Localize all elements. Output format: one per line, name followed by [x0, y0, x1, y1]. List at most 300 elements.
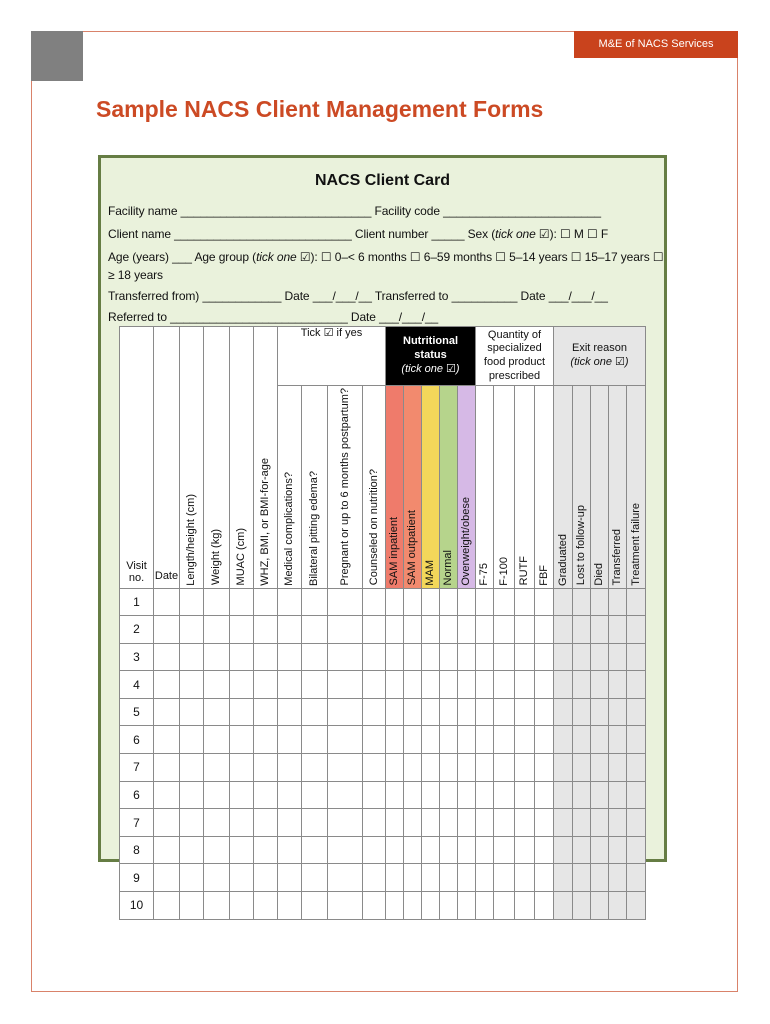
- entry-cell[interactable]: [515, 864, 535, 892]
- visit-row: [120, 616, 646, 644]
- entry-cell[interactable]: [230, 864, 254, 892]
- entry-cell[interactable]: [154, 643, 180, 671]
- entry-cell[interactable]: [404, 892, 422, 920]
- entry-cell[interactable]: [230, 588, 254, 616]
- entry-cell[interactable]: [554, 754, 573, 782]
- entry-cell[interactable]: [230, 809, 254, 837]
- entry-cell[interactable]: [254, 836, 278, 864]
- entry-cell[interactable]: [535, 836, 554, 864]
- entry-cell[interactable]: [154, 864, 180, 892]
- entry-cell[interactable]: [591, 781, 609, 809]
- entry-cell[interactable]: [573, 643, 591, 671]
- entry-cell[interactable]: [627, 809, 646, 837]
- entry-cell[interactable]: [627, 726, 646, 754]
- entry-cell[interactable]: [204, 671, 230, 699]
- entry-cell[interactable]: [458, 616, 476, 644]
- entry-cell[interactable]: [476, 643, 494, 671]
- entry-cell[interactable]: [302, 781, 328, 809]
- entry-cell[interactable]: [363, 892, 386, 920]
- entry-cell[interactable]: [440, 616, 458, 644]
- entry-cell[interactable]: [609, 809, 627, 837]
- entry-cell[interactable]: [440, 892, 458, 920]
- entry-cell[interactable]: [278, 864, 302, 892]
- entry-cell[interactable]: [535, 781, 554, 809]
- entry-cell[interactable]: [404, 809, 422, 837]
- entry-cell[interactable]: [302, 588, 328, 616]
- entry-cell[interactable]: [609, 892, 627, 920]
- entry-cell[interactable]: [573, 726, 591, 754]
- entry-cell[interactable]: [458, 781, 476, 809]
- entry-cell[interactable]: [328, 616, 363, 644]
- entry-cell[interactable]: [278, 809, 302, 837]
- entry-cell[interactable]: [386, 643, 404, 671]
- entry-cell[interactable]: [554, 864, 573, 892]
- client-line[interactable]: [108, 227, 608, 241]
- entry-cell[interactable]: [328, 726, 363, 754]
- entry-cell[interactable]: [494, 836, 515, 864]
- entry-cell[interactable]: [328, 698, 363, 726]
- entry-cell[interactable]: [230, 726, 254, 754]
- entry-cell[interactable]: [204, 698, 230, 726]
- age-line-continued[interactable]: ≥ 18 years: [108, 268, 163, 282]
- entry-cell[interactable]: [422, 809, 440, 837]
- entry-cell[interactable]: [386, 809, 404, 837]
- entry-cell[interactable]: [535, 892, 554, 920]
- entry-cell[interactable]: [591, 616, 609, 644]
- entry-cell[interactable]: [302, 864, 328, 892]
- entry-cell[interactable]: [591, 671, 609, 699]
- entry-cell[interactable]: [386, 781, 404, 809]
- entry-cell[interactable]: [363, 698, 386, 726]
- entry-cell[interactable]: [363, 754, 386, 782]
- entry-cell[interactable]: [230, 892, 254, 920]
- entry-cell[interactable]: [609, 698, 627, 726]
- entry-cell[interactable]: [554, 892, 573, 920]
- entry-cell[interactable]: [302, 754, 328, 782]
- entry-cell[interactable]: [230, 836, 254, 864]
- entry-cell[interactable]: [328, 864, 363, 892]
- entry-cell[interactable]: [440, 864, 458, 892]
- entry-cell[interactable]: [573, 864, 591, 892]
- entry-cell[interactable]: [230, 698, 254, 726]
- entry-cell[interactable]: [180, 864, 204, 892]
- entry-cell[interactable]: [154, 781, 180, 809]
- entry-cell[interactable]: [254, 726, 278, 754]
- entry-cell[interactable]: [230, 671, 254, 699]
- entry-cell[interactable]: [180, 643, 204, 671]
- entry-cell[interactable]: [422, 836, 440, 864]
- entry-cell[interactable]: [609, 836, 627, 864]
- entry-cell[interactable]: [404, 754, 422, 782]
- entry-cell[interactable]: [363, 671, 386, 699]
- entry-cell[interactable]: [328, 781, 363, 809]
- entry-cell[interactable]: [204, 754, 230, 782]
- entry-cell[interactable]: [494, 892, 515, 920]
- entry-cell[interactable]: [609, 864, 627, 892]
- entry-cell[interactable]: [404, 864, 422, 892]
- entry-cell[interactable]: [422, 671, 440, 699]
- entry-cell[interactable]: [302, 671, 328, 699]
- referral-line[interactable]: Referred to ___________________________ Date ___/___/__: [108, 310, 439, 324]
- entry-cell[interactable]: [180, 836, 204, 864]
- entry-cell[interactable]: [154, 588, 180, 616]
- entry-cell[interactable]: [154, 671, 180, 699]
- entry-cell[interactable]: [386, 698, 404, 726]
- entry-cell[interactable]: [180, 781, 204, 809]
- entry-cell[interactable]: [627, 616, 646, 644]
- entry-cell[interactable]: [302, 892, 328, 920]
- entry-cell[interactable]: [422, 892, 440, 920]
- entry-cell[interactable]: [328, 892, 363, 920]
- status-col-label: MAM: [424, 559, 437, 586]
- entry-cell[interactable]: [404, 781, 422, 809]
- entry-cell[interactable]: [154, 754, 180, 782]
- entry-cell[interactable]: [278, 616, 302, 644]
- entry-cell[interactable]: [458, 726, 476, 754]
- entry-cell[interactable]: [154, 726, 180, 754]
- entry-cell[interactable]: [440, 726, 458, 754]
- entry-cell[interactable]: [609, 588, 627, 616]
- entry-cell[interactable]: [573, 809, 591, 837]
- tick-col-header: [328, 386, 363, 589]
- entry-cell[interactable]: [515, 643, 535, 671]
- visit-no-header: [120, 327, 154, 589]
- entry-cell[interactable]: [180, 588, 204, 616]
- entry-cell[interactable]: [535, 698, 554, 726]
- entry-cell[interactable]: [278, 836, 302, 864]
- entry-cell[interactable]: [609, 781, 627, 809]
- entry-cell[interactable]: [302, 809, 328, 837]
- entry-cell[interactable]: [278, 754, 302, 782]
- entry-cell[interactable]: [180, 809, 204, 837]
- entry-cell[interactable]: [180, 671, 204, 699]
- entry-cell[interactable]: [458, 588, 476, 616]
- entry-cell[interactable]: [204, 864, 230, 892]
- entry-cell[interactable]: [591, 864, 609, 892]
- entry-cell[interactable]: [302, 726, 328, 754]
- entry-cell[interactable]: [554, 588, 573, 616]
- entry-cell[interactable]: [535, 754, 554, 782]
- entry-cell[interactable]: [554, 836, 573, 864]
- entry-cell[interactable]: [494, 726, 515, 754]
- entry-cell[interactable]: [591, 836, 609, 864]
- entry-cell[interactable]: [254, 809, 278, 837]
- entry-cell[interactable]: [440, 698, 458, 726]
- sex-options[interactable]: ☑): ☐ M ☐ F: [535, 227, 609, 241]
- entry-cell[interactable]: [494, 781, 515, 809]
- measure-col-header: [204, 327, 230, 589]
- entry-cell[interactable]: [328, 809, 363, 837]
- entry-cell[interactable]: [404, 698, 422, 726]
- entry-cell[interactable]: [386, 588, 404, 616]
- entry-cell[interactable]: [422, 726, 440, 754]
- entry-cell[interactable]: [515, 616, 535, 644]
- entry-cell[interactable]: [254, 643, 278, 671]
- entry-cell[interactable]: [230, 754, 254, 782]
- entry-cell[interactable]: [458, 698, 476, 726]
- entry-cell[interactable]: [204, 809, 230, 837]
- entry-cell[interactable]: [515, 809, 535, 837]
- entry-cell[interactable]: [254, 698, 278, 726]
- entry-cell[interactable]: [627, 671, 646, 699]
- entry-cell[interactable]: [573, 781, 591, 809]
- entry-cell[interactable]: [180, 726, 204, 754]
- entry-cell[interactable]: [386, 726, 404, 754]
- entry-cell[interactable]: [494, 588, 515, 616]
- status-col-label: Overweight/obese: [460, 496, 473, 586]
- visit-row: [120, 836, 646, 864]
- visit-number: 3: [120, 643, 154, 671]
- entry-cell[interactable]: [476, 588, 494, 616]
- visit-number: 5: [120, 698, 154, 726]
- entry-cell[interactable]: [458, 643, 476, 671]
- entry-cell[interactable]: [591, 754, 609, 782]
- entry-cell[interactable]: [591, 892, 609, 920]
- visit-number: 10: [120, 892, 154, 920]
- entry-cell[interactable]: [573, 836, 591, 864]
- entry-cell[interactable]: [254, 588, 278, 616]
- entry-cell[interactable]: [204, 643, 230, 671]
- entry-cell[interactable]: [204, 781, 230, 809]
- entry-cell[interactable]: [573, 588, 591, 616]
- entry-cell[interactable]: [302, 643, 328, 671]
- age-group-options[interactable]: ☑): ☐ 0–< 6 months ☐ 6–59 months ☐ 5–14 years ☐ 15–17 years ☐: [296, 250, 664, 264]
- entry-cell[interactable]: [591, 698, 609, 726]
- entry-cell[interactable]: [328, 754, 363, 782]
- entry-cell[interactable]: [230, 781, 254, 809]
- entry-cell[interactable]: [278, 588, 302, 616]
- entry-cell[interactable]: [591, 809, 609, 837]
- entry-cell[interactable]: [440, 671, 458, 699]
- entry-cell[interactable]: [515, 836, 535, 864]
- entry-cell[interactable]: [535, 726, 554, 754]
- entry-cell[interactable]: [278, 698, 302, 726]
- entry-cell[interactable]: [494, 616, 515, 644]
- entry-cell[interactable]: [254, 781, 278, 809]
- entry-cell[interactable]: [494, 671, 515, 699]
- entry-cell[interactable]: [254, 864, 278, 892]
- entry-cell[interactable]: [422, 588, 440, 616]
- entry-cell[interactable]: [627, 588, 646, 616]
- entry-cell[interactable]: [302, 836, 328, 864]
- food-col-header: [494, 386, 515, 589]
- entry-cell[interactable]: [535, 616, 554, 644]
- entry-cell[interactable]: [422, 616, 440, 644]
- entry-cell[interactable]: [458, 809, 476, 837]
- entry-cell[interactable]: [386, 892, 404, 920]
- entry-cell[interactable]: [476, 754, 494, 782]
- entry-cell[interactable]: [627, 781, 646, 809]
- entry-cell[interactable]: [554, 671, 573, 699]
- status-col-header: [458, 386, 476, 589]
- entry-cell[interactable]: [404, 671, 422, 699]
- entry-cell[interactable]: [627, 754, 646, 782]
- entry-cell[interactable]: [554, 726, 573, 754]
- entry-cell[interactable]: [404, 726, 422, 754]
- entry-cell[interactable]: [386, 616, 404, 644]
- entry-cell[interactable]: [609, 754, 627, 782]
- entry-cell[interactable]: [440, 781, 458, 809]
- entry-cell[interactable]: [363, 836, 386, 864]
- entry-cell[interactable]: [494, 864, 515, 892]
- entry-cell[interactable]: [154, 836, 180, 864]
- entry-cell[interactable]: [230, 643, 254, 671]
- entry-cell[interactable]: [404, 616, 422, 644]
- entry-cell[interactable]: [554, 781, 573, 809]
- entry-cell[interactable]: [278, 726, 302, 754]
- entry-cell[interactable]: [515, 892, 535, 920]
- entry-cell[interactable]: [278, 643, 302, 671]
- entry-cell[interactable]: [180, 892, 204, 920]
- entry-cell[interactable]: [404, 836, 422, 864]
- entry-cell[interactable]: [154, 892, 180, 920]
- entry-cell[interactable]: [609, 616, 627, 644]
- entry-cell[interactable]: [363, 809, 386, 837]
- entry-cell[interactable]: [627, 864, 646, 892]
- entry-cell[interactable]: [591, 726, 609, 754]
- entry-cell[interactable]: [515, 698, 535, 726]
- entry-cell[interactable]: [204, 836, 230, 864]
- entry-cell[interactable]: [515, 588, 535, 616]
- entry-cell[interactable]: [458, 864, 476, 892]
- entry-cell[interactable]: [476, 671, 494, 699]
- entry-cell[interactable]: [515, 754, 535, 782]
- entry-cell[interactable]: [440, 588, 458, 616]
- entry-cell[interactable]: [328, 836, 363, 864]
- entry-cell[interactable]: [494, 643, 515, 671]
- entry-cell[interactable]: [422, 864, 440, 892]
- entry-cell[interactable]: [386, 864, 404, 892]
- facility-line[interactable]: Facility name _____________________________ Facility code ________________________: [108, 204, 601, 218]
- entry-cell[interactable]: [328, 588, 363, 616]
- entry-cell[interactable]: [554, 616, 573, 644]
- entry-cell[interactable]: [591, 588, 609, 616]
- entry-cell[interactable]: [440, 809, 458, 837]
- age-line[interactable]: [108, 250, 664, 264]
- entry-cell[interactable]: [180, 698, 204, 726]
- entry-cell[interactable]: [494, 809, 515, 837]
- transfer-line[interactable]: Transferred from) ____________ Date ___/___/__ Transferred to __________ Date ___/___/__: [108, 289, 608, 303]
- entry-cell[interactable]: [278, 781, 302, 809]
- entry-cell[interactable]: [515, 671, 535, 699]
- entry-cell[interactable]: [609, 671, 627, 699]
- entry-cell[interactable]: [204, 892, 230, 920]
- entry-cell[interactable]: [422, 643, 440, 671]
- entry-cell[interactable]: [627, 892, 646, 920]
- entry-cell[interactable]: [554, 809, 573, 837]
- entry-cell[interactable]: [328, 671, 363, 699]
- entry-cell[interactable]: [278, 892, 302, 920]
- entry-cell[interactable]: [535, 809, 554, 837]
- entry-cell[interactable]: [230, 616, 254, 644]
- entry-cell[interactable]: [328, 643, 363, 671]
- entry-cell[interactable]: [535, 864, 554, 892]
- entry-cell[interactable]: [404, 643, 422, 671]
- entry-cell[interactable]: [535, 588, 554, 616]
- entry-cell[interactable]: [627, 643, 646, 671]
- entry-cell[interactable]: [458, 892, 476, 920]
- entry-cell[interactable]: [494, 698, 515, 726]
- status-col-header: [404, 386, 422, 589]
- entry-cell[interactable]: [573, 671, 591, 699]
- entry-cell[interactable]: [254, 892, 278, 920]
- entry-cell[interactable]: [180, 616, 204, 644]
- entry-cell[interactable]: [386, 754, 404, 782]
- entry-cell[interactable]: [302, 698, 328, 726]
- entry-cell[interactable]: [180, 754, 204, 782]
- entry-cell[interactable]: [302, 616, 328, 644]
- entry-cell[interactable]: [515, 781, 535, 809]
- entry-cell[interactable]: [476, 809, 494, 837]
- entry-cell[interactable]: [363, 726, 386, 754]
- entry-cell[interactable]: [554, 698, 573, 726]
- entry-cell[interactable]: [535, 671, 554, 699]
- entry-cell[interactable]: [363, 588, 386, 616]
- entry-cell[interactable]: [363, 643, 386, 671]
- entry-cell[interactable]: [476, 698, 494, 726]
- entry-cell[interactable]: [458, 836, 476, 864]
- exit-col-header: [591, 386, 609, 589]
- entry-cell[interactable]: [573, 616, 591, 644]
- entry-cell[interactable]: [458, 754, 476, 782]
- entry-cell[interactable]: [422, 754, 440, 782]
- entry-cell[interactable]: [154, 698, 180, 726]
- entry-cell[interactable]: [363, 864, 386, 892]
- entry-cell[interactable]: [278, 671, 302, 699]
- entry-cell[interactable]: [422, 698, 440, 726]
- entry-cell[interactable]: [476, 892, 494, 920]
- entry-cell[interactable]: [254, 754, 278, 782]
- entry-cell[interactable]: [476, 781, 494, 809]
- entry-cell[interactable]: [254, 671, 278, 699]
- entry-cell[interactable]: [476, 864, 494, 892]
- entry-cell[interactable]: [573, 754, 591, 782]
- entry-cell[interactable]: [204, 588, 230, 616]
- entry-cell[interactable]: [386, 671, 404, 699]
- entry-cell[interactable]: [627, 698, 646, 726]
- entry-cell[interactable]: [476, 616, 494, 644]
- visit-number: 6: [120, 726, 154, 754]
- entry-cell[interactable]: [476, 726, 494, 754]
- entry-cell[interactable]: [609, 726, 627, 754]
- entry-cell[interactable]: [386, 836, 404, 864]
- entry-cell[interactable]: [440, 643, 458, 671]
- entry-cell[interactable]: [573, 698, 591, 726]
- entry-cell[interactable]: [404, 588, 422, 616]
- entry-cell[interactable]: [609, 643, 627, 671]
- entry-cell[interactable]: [494, 754, 515, 782]
- entry-cell[interactable]: [554, 643, 573, 671]
- entry-cell[interactable]: [422, 781, 440, 809]
- entry-cell[interactable]: [440, 836, 458, 864]
- entry-cell[interactable]: [254, 616, 278, 644]
- entry-cell[interactable]: [458, 671, 476, 699]
- entry-cell[interactable]: [154, 616, 180, 644]
- entry-cell[interactable]: [627, 836, 646, 864]
- entry-cell[interactable]: [363, 781, 386, 809]
- entry-cell[interactable]: [204, 616, 230, 644]
- visit-number: 2: [120, 616, 154, 644]
- entry-cell[interactable]: [440, 754, 458, 782]
- entry-cell[interactable]: [363, 616, 386, 644]
- entry-cell[interactable]: [204, 726, 230, 754]
- entry-cell[interactable]: [591, 643, 609, 671]
- entry-cell[interactable]: [535, 643, 554, 671]
- entry-cell[interactable]: [154, 809, 180, 837]
- entry-cell[interactable]: [476, 836, 494, 864]
- entry-cell[interactable]: [515, 726, 535, 754]
- entry-cell[interactable]: [573, 892, 591, 920]
